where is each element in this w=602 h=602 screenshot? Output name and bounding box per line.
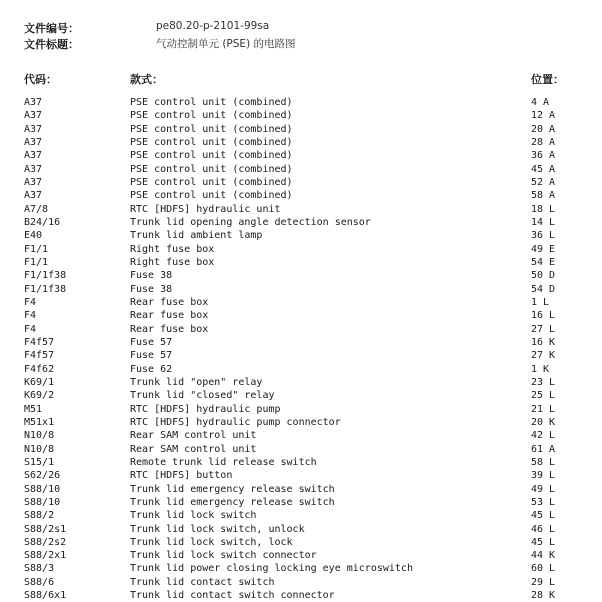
- component-location: 18 L: [531, 203, 556, 215]
- table-row: [0, 416, 602, 429]
- doc-number-value: pe80.20-p-2101-99sa: [156, 20, 270, 32]
- component-code: S15/1: [24, 456, 55, 468]
- component-location: 45 A: [531, 163, 556, 175]
- table-row: [0, 349, 602, 362]
- table-row: [0, 109, 602, 122]
- component-code: K69/1: [24, 376, 55, 388]
- component-code: M51: [24, 403, 43, 415]
- table-row: [0, 456, 602, 469]
- table-row: [0, 216, 602, 229]
- component-description: Trunk lid lock switch, lock: [130, 536, 293, 548]
- table-row: [0, 589, 602, 602]
- component-location: 27 L: [531, 323, 556, 335]
- component-description: RTC [HDFS] button: [130, 470, 233, 482]
- component-location: 1 L: [531, 296, 550, 308]
- table-row: [0, 149, 602, 162]
- table-row: [0, 523, 602, 536]
- component-description: RTC [HDFS] hydraulic pump connector: [130, 416, 341, 428]
- table-row: [0, 323, 602, 336]
- component-code: S88/2x1: [24, 550, 67, 562]
- table-row: [0, 562, 602, 575]
- component-description: Fuse 38: [130, 270, 173, 282]
- table-row: [0, 483, 602, 496]
- doc-title-value: 气动控制单元 (PSE) 的电路图: [156, 38, 296, 50]
- component-description: Trunk lid "closed" relay: [130, 390, 275, 402]
- component-code: S62/26: [24, 470, 61, 482]
- component-location: 28 K: [531, 590, 556, 602]
- component-location: 21 L: [531, 403, 556, 415]
- component-code: A37: [24, 123, 43, 135]
- component-code: S88/2s2: [24, 536, 67, 548]
- table-row: [0, 469, 602, 482]
- component-location: 14 L: [531, 216, 556, 228]
- table-row: [0, 549, 602, 562]
- component-description: RTC [HDFS] hydraulic unit: [130, 203, 281, 215]
- table-row: [0, 229, 602, 242]
- component-location: 45 L: [531, 536, 556, 548]
- component-description: Trunk lid emergency release switch: [130, 483, 335, 495]
- table-row: [0, 189, 602, 202]
- component-code: S88/2s1: [24, 523, 67, 535]
- table-row: [0, 163, 602, 176]
- component-code: M51x1: [24, 416, 55, 428]
- component-location: 29 L: [531, 576, 556, 588]
- component-location: 49 L: [531, 483, 556, 495]
- component-location: 50 D: [531, 270, 556, 282]
- component-code: K69/2: [24, 390, 55, 402]
- component-code: E40: [24, 230, 43, 242]
- column-header-code: 代码：: [24, 73, 57, 86]
- table-row: [0, 203, 602, 216]
- table-row: [0, 283, 602, 296]
- component-description: Trunk lid opening angle detection sensor: [130, 216, 371, 228]
- component-location: 54 E: [531, 256, 556, 268]
- component-code: F1/1f38: [24, 270, 67, 282]
- component-location: 42 L: [531, 430, 556, 442]
- component-description: Rear SAM control unit: [130, 443, 257, 455]
- component-location: 12 A: [531, 110, 556, 122]
- component-location: 58 L: [531, 456, 556, 468]
- component-description: Trunk lid ambient lamp: [130, 230, 263, 242]
- component-code: S88/2: [24, 510, 55, 522]
- doc-title-label: 文件标题：: [24, 38, 79, 51]
- component-code: A37: [24, 190, 43, 202]
- component-code: F4: [24, 296, 37, 308]
- component-code: A7/8: [24, 203, 49, 215]
- component-code: F4: [24, 323, 37, 335]
- component-location: 23 L: [531, 376, 556, 388]
- component-description: PSE control unit (combined): [130, 163, 293, 175]
- table-row: [0, 96, 602, 109]
- component-description: RTC [HDFS] hydraulic pump: [130, 403, 281, 415]
- component-description: PSE control unit (combined): [130, 150, 293, 162]
- component-code: A37: [24, 176, 43, 188]
- component-description: Rear SAM control unit: [130, 430, 257, 442]
- component-description: Right fuse box: [130, 256, 215, 268]
- component-description: PSE control unit (combined): [130, 97, 293, 108]
- component-description: Trunk lid contact switch: [130, 576, 275, 588]
- component-description: Trunk lid power closing locking eye microswitch: [130, 563, 413, 575]
- table-row: [0, 536, 602, 549]
- component-location: 36 L: [531, 230, 556, 242]
- component-description: Fuse 38: [130, 283, 173, 295]
- table-row: [0, 269, 602, 282]
- component-location: 27 K: [531, 350, 556, 362]
- table-row: [0, 296, 602, 309]
- component-description: Rear fuse box: [130, 296, 209, 308]
- component-location: 16 K: [531, 336, 556, 348]
- component-code: B24/16: [24, 216, 61, 228]
- component-code: N10/8: [24, 443, 55, 455]
- component-code: N10/8: [24, 430, 55, 442]
- component-code: S88/6x1: [24, 590, 67, 602]
- table-row: [0, 309, 602, 322]
- component-code: F1/1f38: [24, 283, 67, 295]
- table-row: [0, 576, 602, 589]
- component-description: Trunk lid "open" relay: [130, 376, 263, 388]
- component-location: 20 A: [531, 123, 556, 135]
- table-row: [0, 389, 602, 402]
- component-description: Fuse 57: [130, 350, 173, 362]
- component-code: A37: [24, 163, 43, 175]
- component-description: Trunk lid emergency release switch: [130, 496, 335, 508]
- component-code: S88/3: [24, 563, 55, 575]
- component-location: 54 D: [531, 283, 556, 295]
- component-description: Trunk lid lock switch connector: [130, 550, 317, 562]
- table-row: [0, 363, 602, 376]
- component-code: S88/6: [24, 576, 55, 588]
- component-location: 25 L: [531, 390, 556, 402]
- component-code: A37: [24, 136, 43, 148]
- component-location: 60 L: [531, 563, 556, 575]
- table-row: [0, 443, 602, 456]
- component-code: F4f57: [24, 336, 55, 348]
- component-location: 36 A: [531, 150, 556, 162]
- doc-number-label: 文件编号：: [24, 22, 79, 35]
- component-code: F4f62: [24, 363, 55, 375]
- component-location: 61 A: [531, 443, 556, 455]
- component-location: 52 A: [531, 176, 556, 188]
- component-code: F4f57: [24, 350, 55, 362]
- component-location: 44 K: [531, 550, 556, 562]
- table-row: [0, 509, 602, 522]
- table-row: [0, 336, 602, 349]
- component-code: F4: [24, 310, 37, 322]
- component-description: Rear fuse box: [130, 323, 209, 335]
- component-description: PSE control unit (combined): [130, 136, 293, 148]
- component-location: 28 A: [531, 136, 556, 148]
- component-description: PSE control unit (combined): [130, 123, 293, 135]
- component-location: 49 E: [531, 243, 556, 255]
- table-row: [0, 136, 602, 149]
- column-header-location: 位置：: [531, 73, 564, 86]
- component-code: A37: [24, 110, 43, 122]
- component-description: Fuse 62: [130, 363, 173, 375]
- component-code: F1/1: [24, 243, 49, 255]
- component-description: Rear fuse box: [130, 310, 209, 322]
- table-row: [0, 123, 602, 136]
- column-header-description: 款式：: [130, 73, 163, 86]
- component-description: PSE control unit (combined): [130, 190, 293, 202]
- component-code: A37: [24, 97, 43, 108]
- table-row: [0, 496, 602, 509]
- component-location: 20 K: [531, 416, 556, 428]
- component-location: 53 L: [531, 496, 556, 508]
- component-description: PSE control unit (combined): [130, 110, 293, 122]
- component-description: Trunk lid contact switch connector: [130, 590, 335, 602]
- component-description: Trunk lid lock switch, unlock: [130, 523, 305, 535]
- component-location: 46 L: [531, 523, 556, 535]
- component-description: PSE control unit (combined): [130, 176, 293, 188]
- table-row: [0, 429, 602, 442]
- component-location: 58 A: [531, 190, 556, 202]
- table-row: [0, 376, 602, 389]
- component-code: S88/10: [24, 483, 61, 495]
- component-description: Remote trunk lid release switch: [130, 456, 317, 468]
- table-row: [0, 243, 602, 256]
- component-code: F1/1: [24, 256, 49, 268]
- component-description: Trunk lid lock switch: [130, 510, 257, 522]
- component-location: 39 L: [531, 470, 556, 482]
- table-row: [0, 403, 602, 416]
- component-location: 4 A: [531, 97, 550, 108]
- table-row: [0, 176, 602, 189]
- component-location: 45 L: [531, 510, 556, 522]
- component-location: 16 L: [531, 310, 556, 322]
- component-code: A37: [24, 150, 43, 162]
- component-location: 1 K: [531, 363, 550, 375]
- component-code: S88/10: [24, 496, 61, 508]
- table-row: [0, 256, 602, 269]
- component-description: Fuse 57: [130, 336, 173, 348]
- component-table: [0, 96, 602, 602]
- component-description: Right fuse box: [130, 243, 215, 255]
